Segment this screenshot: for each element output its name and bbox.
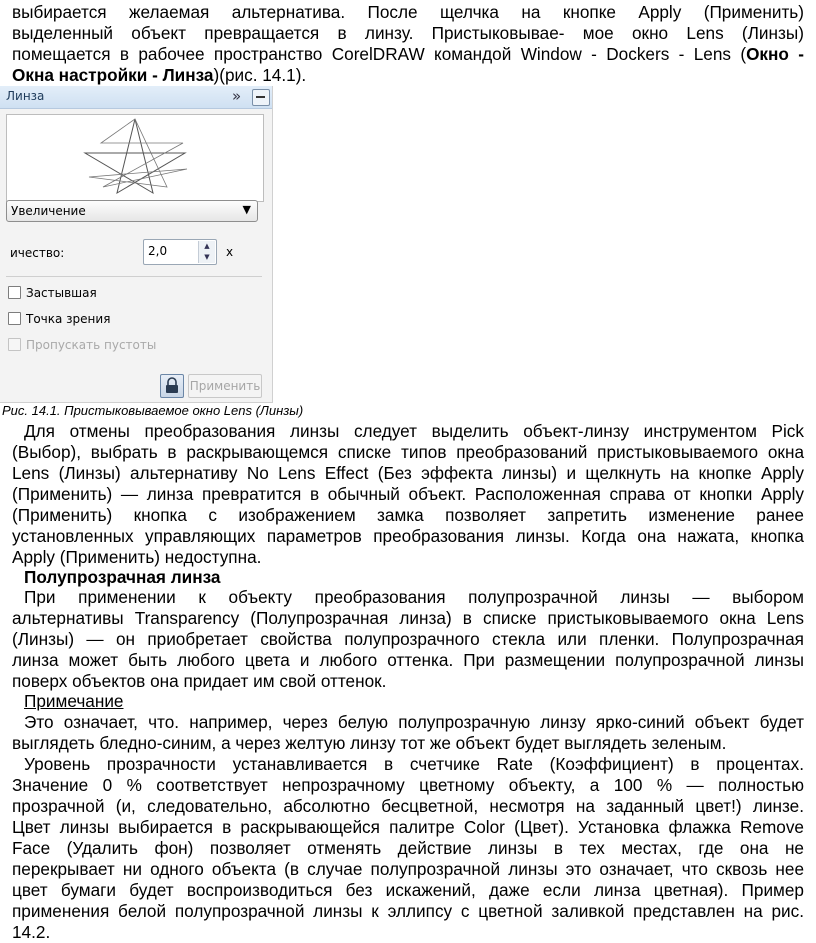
panel-title: Линза bbox=[6, 89, 45, 103]
intro-paragraph bbox=[12, 2, 804, 86]
intro-line-3-text: помещается в рабочее пространство CorelDRAW командой Window - Dockers - Lens ( bbox=[12, 44, 747, 64]
intro-line-1: выбирается желаемая альтернатива. После щелчка на кнопке Apply (Применить) bbox=[12, 2, 804, 22]
checkbox-box[interactable] bbox=[8, 286, 21, 299]
text-line: Значение 0 % соответствует непрозрачному цветному объекту, а 100 % — полностью bbox=[12, 775, 804, 795]
text-line: При применении к объекту преобразования полупрозрачной линзы — выбором bbox=[24, 587, 804, 607]
paragraph-rate bbox=[12, 754, 804, 943]
text-line: Face (Удалить фон) позволяет отменять действие линзы в тех местах, где она не bbox=[12, 838, 804, 858]
star-preview-icon bbox=[7, 115, 263, 201]
text-line: (Линзы) — он приобретает свойства полупрозрачного стекла или пленки. Полупрозрачная bbox=[12, 629, 804, 649]
checkbox-box[interactable] bbox=[8, 338, 21, 351]
lens-type-dropdown[interactable] bbox=[6, 200, 258, 222]
intro-line-4-bold: Окна настройки - Линза bbox=[12, 65, 214, 85]
text-line: (Применить) — линза превратится в обычный объект. Расположенная справа от кнопки Apply bbox=[12, 484, 804, 504]
intro-line-4-text: )(рис. 14.1). bbox=[213, 65, 307, 85]
intro-line-3 bbox=[12, 44, 804, 65]
text-line: прозрачной (и, следовательно, абсолютно бесцветной, несмотря на заданный цвет!) линзе. bbox=[12, 796, 804, 816]
stepper-buttons[interactable] bbox=[198, 241, 215, 263]
paragraph-cancel-lens bbox=[12, 421, 804, 568]
note-label: Примечание bbox=[24, 691, 124, 711]
amount-unit: x bbox=[226, 245, 234, 259]
paragraph-note bbox=[12, 712, 804, 754]
section-heading: Полупрозрачная линза bbox=[24, 567, 221, 587]
stepper-up-icon[interactable]: ▲ bbox=[204, 242, 210, 250]
text-line: применения белой полупрозрачной линзы к эллипсу с цветной заливкой представлен на рис. bbox=[12, 901, 804, 921]
text-line: Это означает, что. например, через белую полупрозрачную линзу ярко-синий объект будет bbox=[24, 712, 804, 732]
text-line: (Выбор), выбрать в раскрывающемся списке типов преобразований пристыковываемого окна bbox=[12, 442, 804, 462]
text-line: линза может быть любого цвета и любого оттенка. При размещении полупрозрачной линзы bbox=[12, 650, 804, 670]
intro-line-3-bold: Окно - bbox=[746, 44, 804, 64]
remove-face-checkbox[interactable] bbox=[8, 338, 156, 352]
lock-button[interactable] bbox=[160, 374, 184, 398]
minimize-button[interactable] bbox=[252, 89, 270, 106]
expand-chevron-icon[interactable]: » bbox=[232, 87, 242, 105]
stepper-down-icon[interactable]: ▼ bbox=[204, 253, 210, 261]
amount-label: ичество: bbox=[10, 246, 65, 260]
figure-caption: Рис. 14.1. Пристыковываемое окно Lens (Линзы) bbox=[2, 403, 304, 418]
amount-stepper[interactable] bbox=[143, 239, 217, 265]
text-line: поверх объектов она придает им свой оттенок. bbox=[12, 671, 387, 691]
divider bbox=[6, 276, 262, 277]
viewpoint-label: Точка зрения bbox=[26, 312, 111, 326]
paragraph-transparency bbox=[12, 587, 804, 692]
text-line: Для отмены преобразования линзы следует выделить объект-линзу инструментом Pick bbox=[24, 421, 804, 441]
intro-line-4 bbox=[12, 65, 804, 86]
amount-value: 2,0 bbox=[148, 244, 168, 258]
text-line: Lens (Линзы) альтернативу No Lens Effect (Без эффекта линзы) и щелкнуть на кнопке Apply bbox=[12, 463, 804, 483]
lens-type-value: Увеличение bbox=[11, 204, 86, 218]
checkbox-box[interactable] bbox=[8, 312, 21, 325]
remove-face-label: Пропускать пустоты bbox=[26, 338, 157, 352]
text-line: цвет бумаги будет воспроизводиться без искажений, даже если линза цветная). Пример bbox=[12, 880, 804, 900]
chevron-down-icon: ▼ bbox=[242, 203, 251, 216]
text-line: установленных управляющих параметров преобразования линзы. Когда она нажата, кнопка bbox=[12, 526, 804, 546]
text-line: альтернативы Transparency (Полупрозрачная линза) в списке пристыковываемого окна Lens bbox=[12, 608, 804, 628]
apply-button[interactable]: Применить bbox=[188, 374, 262, 398]
lock-icon bbox=[161, 375, 183, 397]
text-line: (Применить) кнопка с изображением замка позволяет запретить изменение ранее bbox=[12, 505, 804, 525]
frozen-checkbox[interactable] bbox=[8, 286, 97, 300]
text-line: выглядеть бледно-синим, а через желтую линзу тот же объект будет выглядеть зеленым. bbox=[12, 733, 727, 753]
lens-preview bbox=[6, 114, 264, 202]
intro-line-2: выделенный объект превращается в линзу. Пристыковывае- мое окно Lens (Линзы) bbox=[12, 23, 804, 43]
viewpoint-checkbox[interactable] bbox=[8, 312, 110, 326]
text-line: Apply (Применить) недоступна. bbox=[12, 547, 262, 567]
text-line: перекрывает ни одного объекта (в случае полупрозрачной линзы это означает, что сквозь нее bbox=[12, 859, 804, 879]
lens-docker-panel bbox=[0, 86, 273, 403]
text-line: 14.2. bbox=[12, 922, 51, 942]
panel-title-bar bbox=[0, 86, 272, 109]
frozen-label: Застывшая bbox=[26, 286, 97, 300]
text-line: Цвет линзы выбирается в раскрывающейся палитре Color (Цвет). Установка флажка Remove bbox=[12, 817, 804, 837]
text-line: Уровень прозрачности устанавливается в счетчике Rate (Коэффициент) в процентах. bbox=[24, 754, 804, 774]
